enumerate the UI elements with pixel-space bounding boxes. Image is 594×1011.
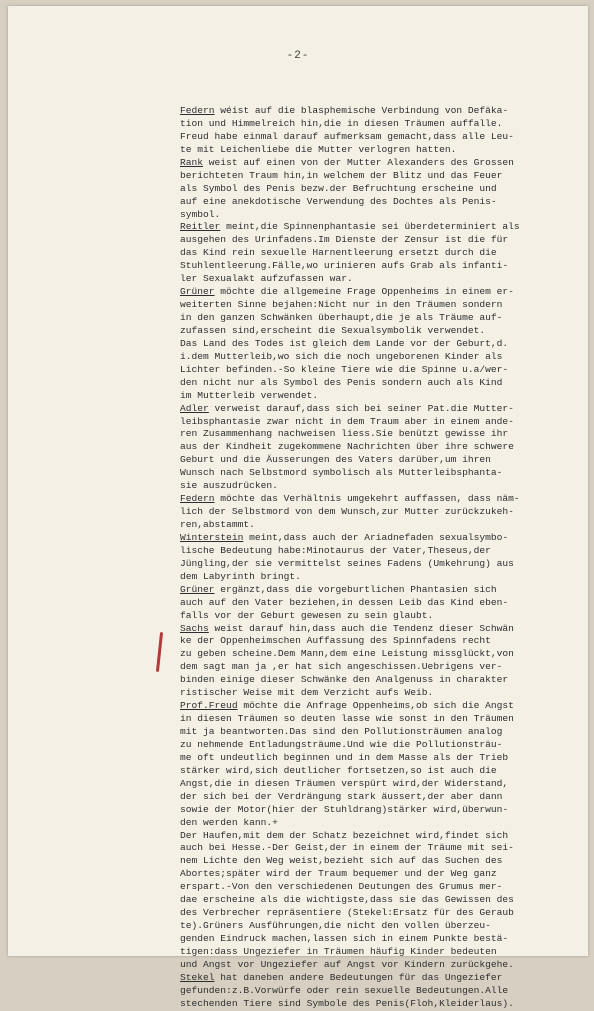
text-line (180, 183, 580, 196)
text-line (180, 558, 580, 571)
text-line (180, 635, 580, 648)
line-text: leibsphantasie zwar nicht in dem Traum aber in einem ande- (180, 415, 514, 427)
line-text: meint,dass auch der Ariadnefaden sexualsymbo- (243, 531, 509, 543)
line-text: in den ganzen Schwänken überhaupt,die je als Träume auf- (180, 312, 503, 323)
text-line (180, 791, 580, 804)
line-text: Angst,die in diesen Träumen verspürt wird,der Widerstand, (180, 777, 509, 789)
text-line (180, 532, 580, 545)
line-text: Stuhlentleerung.Fälle,wo urinieren aufs Grab als infanti- (180, 260, 509, 272)
line-text: stechenden Tiere sind Symbole des Penis(Floh,Kleiderlaus). (180, 997, 514, 1009)
text-line (180, 830, 580, 843)
text-line (180, 907, 580, 920)
line-text: weist auf einen von der Mutter Alexanders des Grossen (203, 156, 514, 168)
speaker-name: Prof.Freud (180, 700, 238, 712)
speaker-name: Grüner (180, 286, 215, 298)
line-text: ren Zusammenhang nachweisen liess.Sie benützt gewisse ihr (180, 428, 509, 440)
text-line (180, 493, 580, 506)
text-line (180, 739, 580, 752)
text-line (180, 959, 580, 972)
text-line (180, 480, 580, 493)
line-text: aus der Kindheit zugekommene Nachrichten über ihre schwere (180, 441, 514, 453)
text-line (180, 118, 580, 131)
line-text: zu geben scheine.Dem Mann,dem eine Leistung missglückt,von (180, 648, 514, 660)
text-line (180, 752, 580, 765)
line-text: erspart.-Von den verschiedenen Deutungen des Grumus mer- (180, 881, 503, 893)
text-line (180, 584, 580, 597)
text-line (180, 403, 580, 416)
line-text: als Symbol des Penis bezw.der Befruchtung erscheine und (180, 182, 497, 194)
text-line (180, 338, 580, 351)
text-line (180, 726, 580, 739)
text-line (180, 454, 580, 467)
line-text: Freud habe einmal darauf aufmerksam gemacht,dass alle Leu- (180, 130, 514, 142)
line-text: auf eine anekdotische Verwendung des Dochtes als Penis- (180, 195, 497, 207)
text-line (180, 351, 580, 364)
line-text: verweist darauf,dass sich bei seiner Pat.die Mutter- (208, 402, 514, 414)
line-text: ren,abstammt. (180, 519, 255, 530)
text-line (180, 209, 580, 222)
text-line (180, 920, 580, 933)
text-line (180, 170, 580, 183)
line-text: Das Land des Todes ist gleich dem Lande vor der Geburt,d. (180, 337, 509, 349)
text-line (180, 506, 580, 519)
speaker-name: Reitler (180, 221, 221, 233)
line-text: berichteten Traum hin,in welchem der Blitz und das Feuer (180, 169, 503, 181)
text-line (180, 597, 580, 610)
line-text: genden Eindruck machen,lassen sich in einem Punkte bestä- (180, 933, 509, 944)
line-text: Der Haufen,mit dem der Schatz bezeichnet wird,findet sich (180, 829, 509, 841)
line-text: und Angst vor Ungeziefer auf Angst vor Kindern zurückgehe. (180, 958, 514, 970)
text-line (180, 312, 580, 325)
text-line (180, 260, 580, 273)
line-text: lische Bedeutung habe:Minotaurus der Vater,Theseus,der (180, 544, 491, 556)
line-text: ristischer Weise mit dem Verzicht aufs Weib. (180, 687, 434, 699)
text-line (180, 273, 580, 286)
line-text: Lichter befinden.-So kleine Tiere wie die Spinne u.a/wer- (180, 363, 509, 375)
line-text: i.dem Mutterleib,wo sich die noch ungeborenen Kinder als (180, 350, 503, 362)
text-line (180, 144, 580, 157)
line-text: sowie der Motor(hier der Stuhldrang)stärker wird,überwun- (180, 803, 509, 815)
speaker-name: Sachs (180, 622, 209, 634)
text-line (180, 674, 580, 687)
text-line (180, 648, 580, 661)
text-line (180, 687, 580, 700)
text-line (180, 778, 580, 791)
line-text: das Kind rein sexuelle Harnentleerung ersetzt durch die (180, 247, 497, 259)
line-text: im Mutterleib verwendet. (180, 389, 319, 401)
text-line (180, 610, 580, 623)
text-line (180, 868, 580, 881)
text-line (180, 157, 580, 170)
speaker-name: Federn (180, 105, 215, 116)
line-text: tigen:dass Ungeziefer in Träumen häufig Kinder bedeuten (180, 945, 497, 957)
line-text: den werden kann.+ (180, 816, 278, 828)
text-line (180, 713, 580, 726)
line-text: möchte das Verhältnis umgekehrt auffassen, dass näm- (214, 493, 520, 505)
text-line (180, 519, 580, 532)
speaker-name: Winterstein (180, 531, 244, 543)
line-text: Geburt und die Äusserungen des Vaters darüber,um ihren (180, 454, 491, 466)
text-line (180, 545, 580, 558)
line-text: te mit Leichenliebe die Mutter verlogren hatten. (180, 143, 457, 155)
text-line (180, 105, 580, 118)
text-line (180, 855, 580, 868)
line-text: ergänzt,dass die vorgeburtlichen Phantasien sich (214, 583, 497, 595)
text-line (180, 196, 580, 209)
line-text: wéist auf die blasphemische Verbindung von Defäka- (214, 105, 509, 116)
text-line (180, 933, 580, 946)
line-text: mit ja beantworten.Das sind den Pollutionsträumen analog (180, 726, 503, 737)
line-text: hat daneben andere Bedeutungen für das Ungeziefer (214, 971, 503, 983)
speaker-name: Adler (180, 402, 209, 414)
line-text: der sich bei der Verdrängung stark äussert,der aber dann (180, 790, 503, 802)
line-text: des Verbrecher repräsentiere (Stekel:Ersatz für des Geraub (180, 907, 514, 919)
line-text: sie auszudrücken. (180, 480, 278, 492)
line-text: meint,die Spinnenphantasie sei überdeterminiert als (220, 221, 520, 233)
text-line (180, 234, 580, 247)
text-line (180, 881, 580, 894)
text-line (180, 700, 580, 713)
text-line (180, 623, 580, 636)
text-line (180, 299, 580, 312)
line-text: Jüngling,der sie vermittelst seines Fadens (Umkehrung) aus (180, 557, 514, 569)
text-line (180, 998, 580, 1011)
line-text: lich der Selbstmord von dem Wunsch,zur Mutter zurückzukeh- (180, 506, 514, 518)
text-line (180, 972, 580, 985)
text-line (180, 765, 580, 778)
text-line (180, 416, 580, 429)
typed-text-body (180, 105, 580, 1011)
line-text: ke der Oppenheimschen Auffassung des Spinnfadens recht (180, 635, 491, 647)
text-line (180, 221, 580, 234)
text-line (180, 286, 580, 299)
line-text: zufassen sind,erscheint die Sexualsymbolik verwendet. (180, 324, 486, 336)
speaker-name: Grüner (180, 583, 215, 595)
text-line (180, 325, 580, 338)
line-text: möchte die allgemeine Frage Oppenheims in einem er- (214, 286, 514, 298)
text-line (180, 364, 580, 377)
line-text: nem Lichte den Weg weist,bezieht sich auf das Suchen des (180, 855, 503, 867)
line-text: den nicht nur als Symbol des Penis sondern auch als Kind (180, 376, 503, 388)
line-text: stärker wird,sich deutlicher fortsetzen,so ist auch die (180, 764, 497, 776)
line-text: weist darauf hin,dass auch die Tendenz dieser Schwän (208, 622, 514, 634)
line-text: weiterten Sinne bejahen:Nicht nur in den Träumen sondern (180, 299, 503, 311)
line-text: ler Sexualakt aufzufassen war. (180, 273, 353, 285)
text-line (180, 804, 580, 817)
text-line (180, 131, 580, 144)
line-text: dem sagt man ja ,er hat sich angeschissen.Uebrigens ver- (180, 661, 503, 673)
text-line (180, 894, 580, 907)
speaker-name: Stekel (180, 971, 215, 983)
document-page (8, 6, 588, 1009)
speaker-name: Federn (180, 493, 215, 505)
line-text: symbol. (180, 208, 221, 220)
line-text: gefunden:z.B.Vorwürfe oder rein sexuelle Bedeutungen.Alle (180, 984, 509, 996)
line-text: te).Grüners Ausführungen,die nicht den vollen überzeu- (180, 920, 491, 932)
text-line (180, 441, 580, 454)
line-text: möchte die Anfrage Oppenheims,ob sich die Angst (237, 700, 514, 712)
line-text: binden einige dieser Schwänke den Analgenuss in charakter (180, 674, 509, 686)
text-line (180, 571, 580, 584)
line-text: falls vor der Geburt gewesen zu sein glaubt. (180, 609, 434, 621)
text-line (180, 946, 580, 959)
line-text: auch auf den Vater beziehen,in dessen Leib das Kind eben- (180, 596, 509, 608)
line-text: dae erscheine als die wichtigste,dass sie das Gewissen des (180, 894, 514, 906)
line-text: zu nehmende Entladungsträume.Und wie die Pollutionsträu- (180, 738, 503, 750)
text-line (180, 467, 580, 480)
text-line (180, 817, 580, 830)
text-line (180, 247, 580, 260)
line-text: Abortes;später wird der Traum bequemer und der Weg ganz (180, 868, 497, 880)
text-line (180, 985, 580, 998)
text-line (180, 661, 580, 674)
line-text: tion und Himmelreich hin,die in diesen Träumen auffalle. (180, 117, 503, 129)
speaker-name: Rank (180, 156, 204, 168)
text-line (180, 842, 580, 855)
text-line (180, 428, 580, 441)
line-text: ausgehen des Urinfadens.Im Dienste der Zensur ist die für (180, 234, 509, 246)
line-text: auch bei Hesse.-Der Geist,der in einem der Träume mit sei- (180, 842, 514, 854)
line-text: in diesen Träumen so deuten lasse wie sonst in den Träumen (180, 713, 514, 725)
margin-mark (156, 632, 163, 672)
line-text: dem Labyrinth bringt. (180, 570, 301, 582)
line-text: me oft undeutlich beginnen und in dem Masse als der Trieb (180, 751, 509, 763)
page-number: -2- (286, 50, 310, 62)
line-text: Wunsch nach Selbstmord symbolisch als Mutterleibsphanta- (180, 467, 503, 479)
text-line (180, 390, 580, 403)
text-line (180, 377, 580, 390)
